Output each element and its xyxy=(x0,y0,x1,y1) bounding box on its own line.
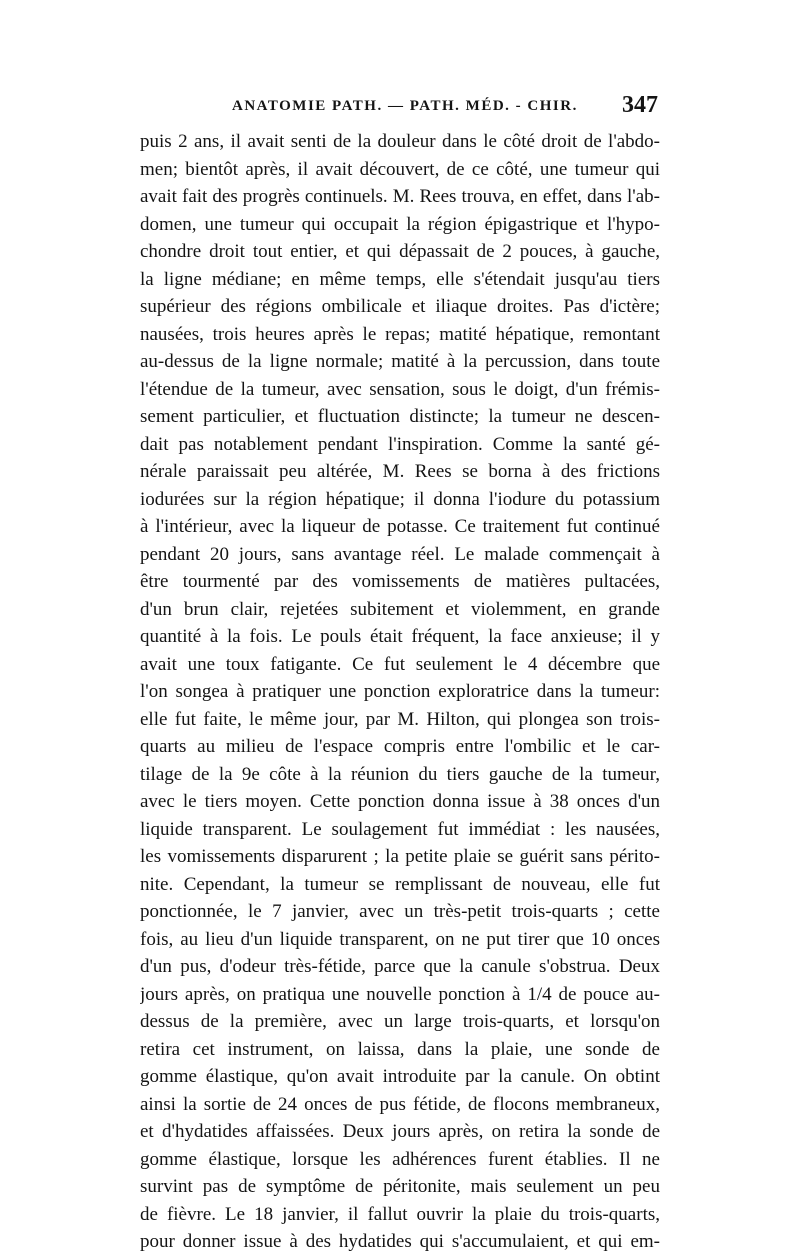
text-line: domen, une tumeur qui occupait la région épigastrique et l'hypo- xyxy=(140,213,660,235)
running-header xyxy=(140,92,660,122)
text-line: à l'intérieur, avec la liqueur de potasse. Ce traitement fut continué xyxy=(140,516,660,537)
text-line: avec le tiers moyen. Cette ponction donna issue à 38 onces d'un xyxy=(140,791,660,812)
text-line: dait pas notablement pendant l'inspiration. Comme la santé gé- xyxy=(140,433,660,455)
text-line: avait fait des progrès continuels. M. Rees trouva, en effet, dans l'ab- xyxy=(140,186,660,207)
text-line: ainsi la sortie de 24 onces de pus fétide, de flocons membraneux, xyxy=(140,1093,660,1115)
text-line: dessus de la première, avec un large trois-quarts, et lorsqu'on xyxy=(140,1011,660,1032)
text-line: survint pas de symptôme de péritonite, mais seulement un peu xyxy=(140,1176,660,1197)
text-line: iodurées sur la région hépatique; il donna l'iodure du potassium xyxy=(140,488,660,510)
text-line: être tourmenté par des vomissements de matières pultacées, xyxy=(140,571,660,592)
text-line: l'étendue de la tumeur, avec sensation, sous le doigt, d'un frémis- xyxy=(140,378,660,400)
text-line: d'un pus, d'odeur très-fétide, parce que la canule s'obstrua. Deux xyxy=(140,956,660,977)
text-line: avait une toux fatigante. Ce fut seulement le 4 décembre que xyxy=(140,653,660,675)
body-text xyxy=(140,128,660,1256)
text-line: chondre droit tout entier, et qui dépassait de 2 pouces, à gauche, xyxy=(140,241,660,262)
text-line: tilage de la 9e côte à la réunion du tiers gauche de la tumeur, xyxy=(140,763,660,785)
text-line: l'on songea à pratiquer une ponction exploratrice dans la tumeur: xyxy=(140,681,660,702)
text-line: sement particulier, et fluctuation distincte; la tumeur ne descen- xyxy=(140,406,660,427)
running-title: ANATOMIE PATH. — PATH. MÉD. - CHIR. xyxy=(232,98,578,114)
text-line: supérieur des régions ombilicale et iliaque droites. Pas d'ictère; xyxy=(140,296,660,317)
text-line: les vomissements disparurent ; la petite plaie se guérit sans périto- xyxy=(140,846,660,867)
text-line: jours après, on pratiqua une nouvelle ponction à 1/4 de pouce au- xyxy=(140,983,660,1005)
text-line: nérale paraissait peu altérée, M. Rees se borna à des frictions xyxy=(140,461,660,482)
text-line: la ligne médiane; en même temps, elle s'étendait jusqu'au tiers xyxy=(140,268,660,290)
text-line: gomme élastique, lorsque les adhérences furent établies. Il ne xyxy=(140,1148,660,1170)
text-line: fois, au lieu d'un liquide transparent, on ne put tirer que 10 onces xyxy=(140,928,660,950)
text-line: de fièvre. Le 18 janvier, il fallut ouvrir la plaie du trois-quarts, xyxy=(140,1203,660,1225)
text-line: pour donner issue à des hydatides qui s'accumulaient, et qui em- xyxy=(140,1231,660,1252)
text-line: au-dessus de la ligne normale; matité à la percussion, dans toute xyxy=(140,351,660,372)
text-line: nite. Cependant, la tumeur se remplissant de nouveau, elle fut xyxy=(140,873,660,895)
text-line: retira cet instrument, on laissa, dans la plaie, une sonde de xyxy=(140,1038,660,1060)
text-line: elle fut faite, le même jour, par M. Hilton, qui plongea son trois- xyxy=(140,708,660,730)
page-number: 347 xyxy=(622,92,658,118)
text-line: gomme élastique, qu'on avait introduite par la canule. On obtint xyxy=(140,1066,660,1087)
text-line: quantité à la fois. Le pouls était fréquent, la face anxieuse; il y xyxy=(140,626,660,647)
text-line: quarts au milieu de l'espace compris entre l'ombilic et le car- xyxy=(140,736,660,757)
text-line: et d'hydatides affaissées. Deux jours après, on retira la sonde de xyxy=(140,1121,660,1142)
text-line: men; bientôt après, il avait découvert, de ce côté, une tumeur qui xyxy=(140,158,660,180)
text-line: d'un brun clair, rejetées subitement et violemment, en grande xyxy=(140,598,660,620)
text-line: pendant 20 jours, sans avantage réel. Le malade commençait à xyxy=(140,543,660,565)
text-line: puis 2 ans, il avait senti de la douleur dans le côté droit de l'abdo- xyxy=(140,131,660,152)
text-line: liquide transparent. Le soulagement fut immédiat : les nausées, xyxy=(140,818,660,840)
text-line: ponctionnée, le 7 janvier, avec un très-petit trois-quarts ; cette xyxy=(140,901,660,922)
text-line: nausées, trois heures après le repas; matité hépatique, remontant xyxy=(140,323,660,345)
